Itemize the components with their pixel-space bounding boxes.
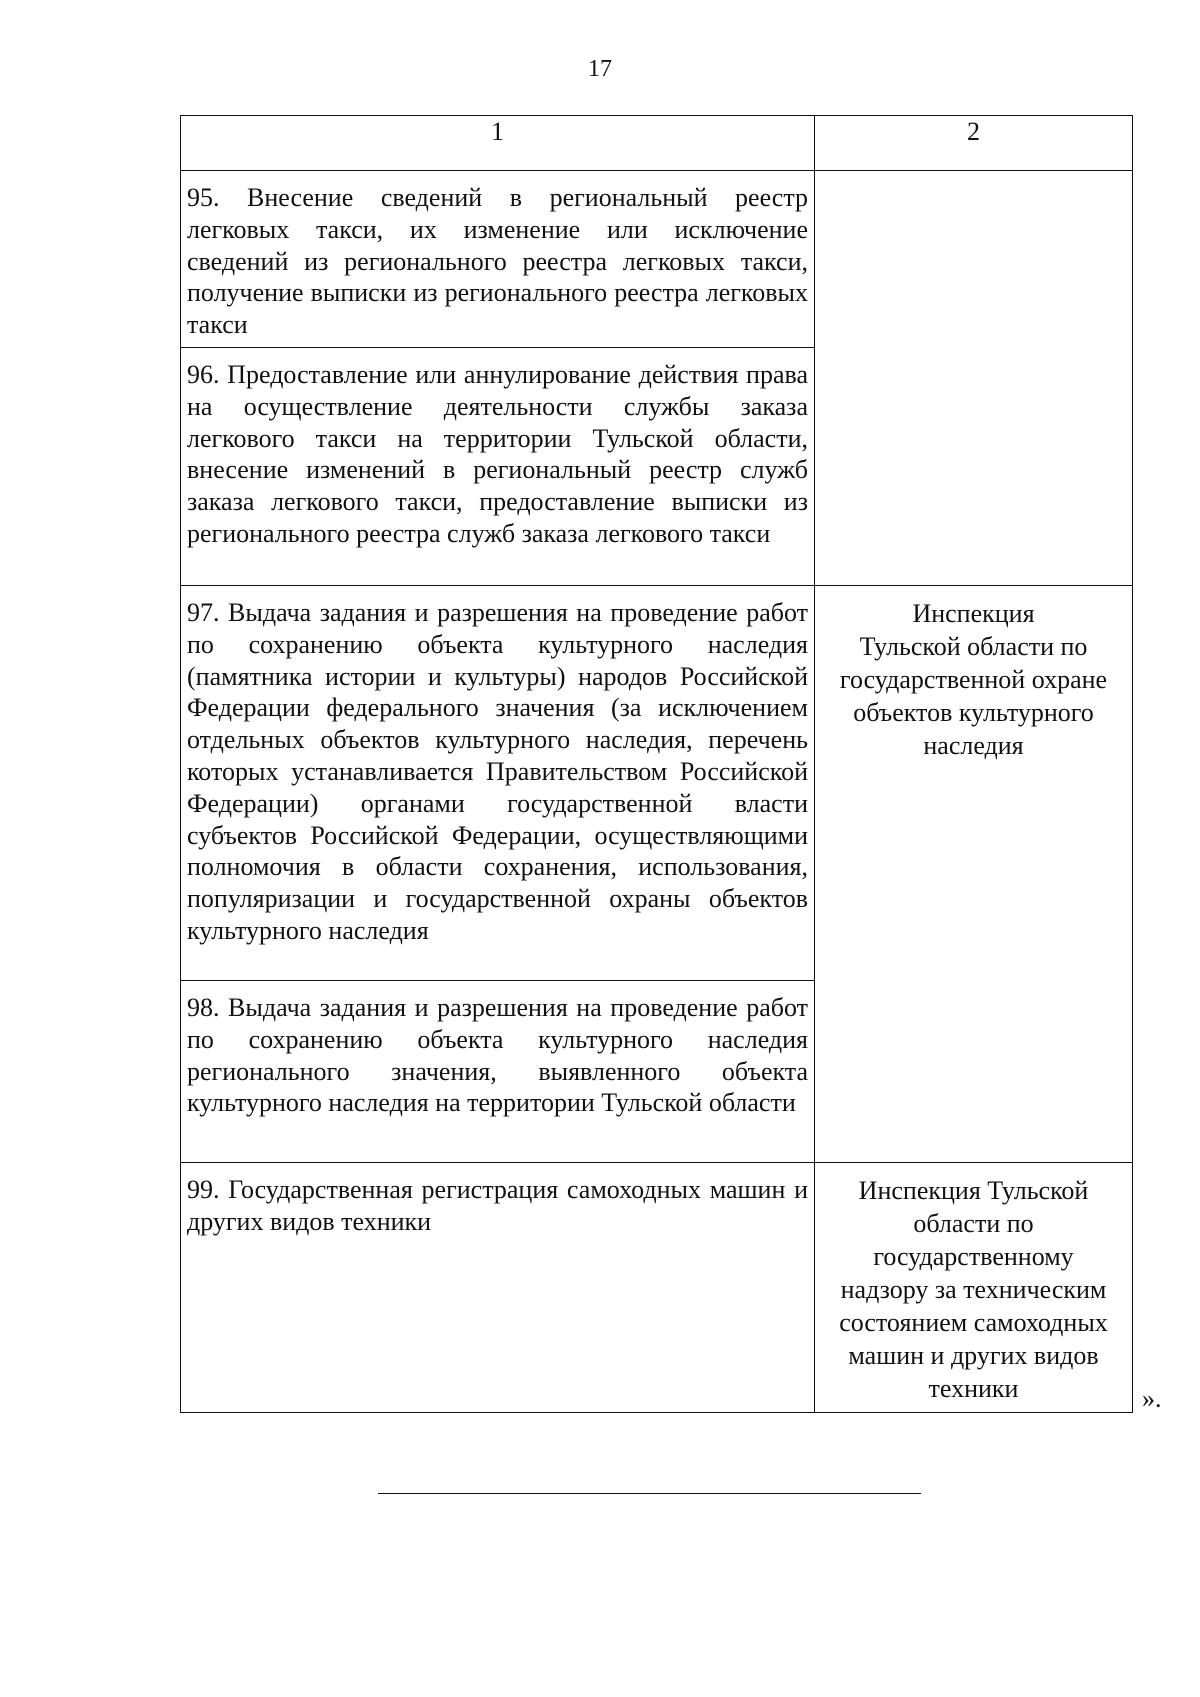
organization-line: Инспекция xyxy=(912,598,1035,628)
service-text: 97. Выдача задания и разрешения на проведение работ по сохранению объекта культурного наследия (памятника истории и культуры) народов Российской Федерации федерального значения (за исключением отдельных объектов культурного наследия, перечень которых устанавливается Правительством Российской Федерации) органами государственной власти субъектов Российской Федерации, осуществляющими полномочия в области сохранения, использования, популяризации и государственной охраны объектов культурного наследия xyxy=(187,597,808,945)
service-text: 96. Предоставление или аннулирование действия права на осуществление деятельности службы заказа легкового такси на территории Тульской области, внесение изменений в региональный реестр служб заказа легкового такси, предоставление выписки из регионального реестра служб заказа легкового такси xyxy=(187,359,808,548)
organization-line: Инспекция Тульской xyxy=(858,1175,1089,1205)
table-row xyxy=(181,1162,1133,1412)
closing-quote: ». xyxy=(1142,1384,1162,1413)
organization-line: государственной охране xyxy=(839,664,1108,694)
service-text: 99. Государственная регистрация самоходных машин и других видов техники xyxy=(187,1174,808,1236)
service-cell-98 xyxy=(181,980,815,1162)
organization-line: наследия xyxy=(923,730,1024,760)
organization-cell-machinery xyxy=(815,1162,1133,1412)
organization-line: области по xyxy=(913,1208,1034,1238)
service-cell-97 xyxy=(181,585,815,980)
organization-line: объектов культурного xyxy=(853,697,1094,727)
services-table xyxy=(180,115,1133,1413)
service-text: 95. Внесение сведений в региональный реестр легковых такси, их изменение или исключение сведений из регионального реестра легковых такси, получение выписки из регионального реестра легковых такси xyxy=(187,183,808,340)
service-cell-99 xyxy=(181,1162,815,1412)
table-row xyxy=(181,585,1133,980)
footer-rule xyxy=(378,1493,921,1494)
organization-cell-culture xyxy=(815,585,1133,1162)
table-row xyxy=(181,171,1133,348)
service-cell-96 xyxy=(181,347,815,585)
table-header-row xyxy=(181,116,1133,171)
organization-line: состоянием самоходных xyxy=(839,1307,1108,1337)
service-text: 98. Выдача задания и разрешения на проведение работ по сохранению объекта культурного наследия регионального значения, выявленного объекта культурного наследия на территории Тульской области xyxy=(187,992,808,1118)
organization-text xyxy=(821,586,1126,762)
column-header-2: 2 xyxy=(815,116,1133,171)
organization-line: машин и других видов xyxy=(848,1340,1099,1370)
service-cell-95 xyxy=(181,171,815,348)
organization-line: техники xyxy=(928,1373,1019,1403)
organization-line: надзору за техническим xyxy=(840,1274,1107,1304)
organization-text xyxy=(821,1163,1126,1405)
page-number: 17 xyxy=(588,56,612,82)
column-header-1: 1 xyxy=(181,116,815,171)
organization-line: Тульской области по xyxy=(859,631,1088,661)
organization-cell-empty xyxy=(815,171,1133,586)
organization-line: государственному xyxy=(873,1241,1074,1271)
